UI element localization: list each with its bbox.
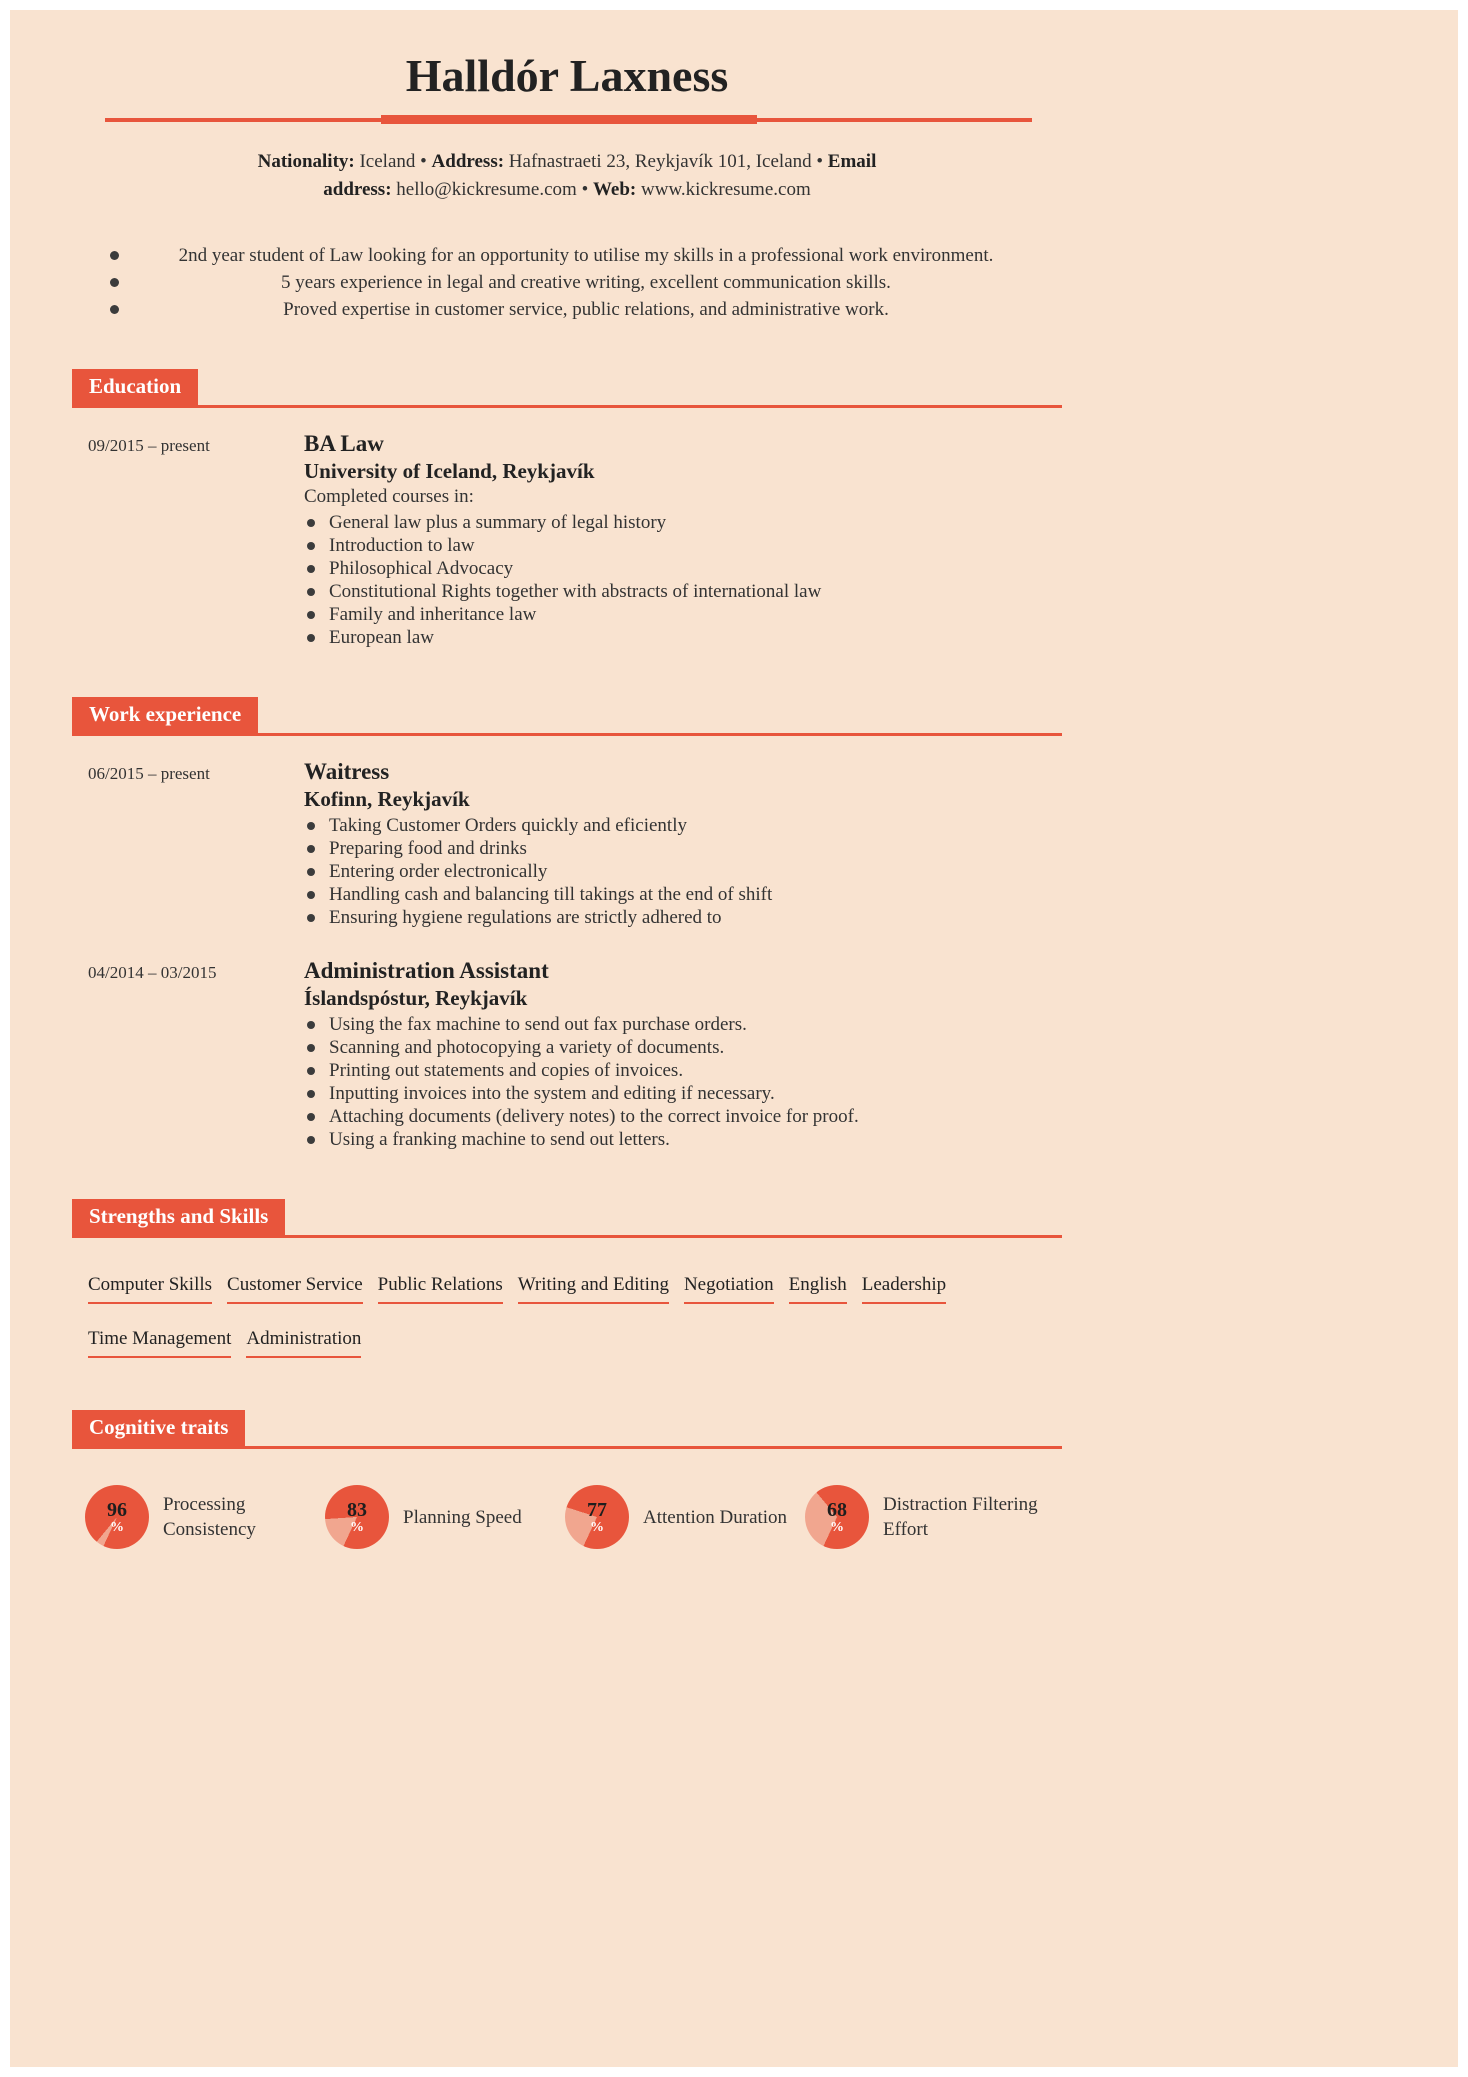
skill-tag: Customer Service <box>227 1274 363 1304</box>
trait-percent-sign: % <box>590 1519 604 1535</box>
trait-item <box>565 1485 805 1549</box>
contact-label: Nationality: <box>257 151 355 172</box>
entry-bullet-list <box>304 511 1062 649</box>
traits-heading: Cognitive traits <box>72 1410 245 1446</box>
education-entries <box>72 430 1062 649</box>
entry-date: 09/2015 – present <box>88 436 210 455</box>
entry-bullet: Taking Customer Orders quickly and eficiently <box>304 814 1062 837</box>
entry-bullet: Attaching documents (delivery notes) to the correct invoice for proof. <box>304 1105 1062 1128</box>
contact-label: Email address: <box>323 151 877 200</box>
summary-item: 2nd year student of Law looking for an opportunity to utilise my skills in a professional work environment. <box>110 244 1062 267</box>
entry-body <box>304 430 1062 649</box>
work-section <box>72 697 1062 1151</box>
entry-bullet: Handling cash and balancing till takings at the end of shift <box>304 883 1062 906</box>
entry-bullet: Family and inheritance law <box>304 603 1062 626</box>
entry-bullet: Introduction to law <box>304 534 1062 557</box>
trait-pie-chart <box>565 1485 629 1549</box>
skill-tag: English <box>789 1274 847 1304</box>
education-heading: Education <box>72 369 198 405</box>
entry-body <box>304 957 1062 1151</box>
trait-percent-value: 96 <box>107 1498 127 1521</box>
skill-tag: Negotiation <box>684 1274 774 1304</box>
page-title: Halldór Laxness <box>405 50 729 101</box>
trait-percent-value: 77 <box>587 1498 607 1521</box>
entry-bullet: Philosophical Advocacy <box>304 557 1062 580</box>
trait-percent-value: 83 <box>347 1498 367 1521</box>
entry-subtitle: Íslandspóstur, Reykjavík <box>304 986 528 1010</box>
entry-title: Waitress <box>304 759 390 784</box>
trait-percent-sign: % <box>830 1519 844 1535</box>
skill-tag: Computer Skills <box>88 1274 212 1304</box>
entry-date: 06/2015 – present <box>88 764 210 783</box>
trait-percent-value: 68 <box>827 1498 847 1521</box>
entry-title: Administration Assistant <box>304 958 549 983</box>
entry-bullet: Preparing food and drinks <box>304 837 1062 860</box>
entry-bullet: Using a franking machine to send out letters. <box>304 1128 1062 1151</box>
entry-bullet: Inputting invoices into the system and editing if necessary. <box>304 1082 1062 1105</box>
trait-label: Processing Consistency <box>163 1494 256 1540</box>
work-heading: Work experience <box>72 697 258 733</box>
trait-item <box>85 1485 325 1549</box>
entry-bullet: Scanning and photocopying a variety of documents. <box>304 1036 1062 1059</box>
entry-bullet: Ensuring hygiene regulations are strictly adhered to <box>304 906 1062 929</box>
work-section-header <box>72 697 1062 736</box>
skills-section-header <box>72 1199 1062 1238</box>
skills-heading: Strengths and Skills <box>72 1199 285 1235</box>
trait-percent-sign: % <box>110 1519 124 1535</box>
trait-pie-chart <box>325 1485 389 1549</box>
entry-subtitle: Kofinn, Reykjavík <box>304 787 470 811</box>
trait-item <box>325 1485 565 1549</box>
skill-tag: Administration <box>246 1328 361 1358</box>
trait-pie-chart <box>805 1485 869 1549</box>
trait-pie-chart <box>85 1485 149 1549</box>
trait-label: Distraction Filtering Effort <box>883 1494 1038 1540</box>
traits-list <box>72 1449 1062 1549</box>
entry-body <box>304 758 1062 929</box>
entry-subtitle: University of Iceland, Reykjavík <box>304 459 595 483</box>
resume-entry <box>72 430 1062 649</box>
contact-label: Web: <box>592 179 637 200</box>
summary-item: 5 years experience in legal and creative writing, excellent communication skills. <box>110 271 1062 294</box>
entry-date: 04/2014 – 03/2015 <box>88 963 217 982</box>
skill-tag: Writing and Editing <box>518 1274 669 1304</box>
skill-tag: Public Relations <box>378 1274 503 1304</box>
entry-bullet: General law plus a summary of legal history <box>304 511 1062 534</box>
education-section-header <box>72 369 1062 408</box>
entry-bullet: Entering order electronically <box>304 860 1062 883</box>
entry-intro: Completed courses in: <box>304 486 474 507</box>
contact-info: Nationality: Iceland • Address: Hafnastraeti 23, Reykjavík 101, Iceland • Email address: hello@kickresume.com • Web: www.kickresume.com <box>257 151 877 200</box>
entry-bullet-list <box>304 814 1062 929</box>
skills-list <box>72 1238 1062 1362</box>
resume-entry <box>72 957 1062 1151</box>
entry-title: BA Law <box>304 431 384 456</box>
work-entries <box>72 758 1062 1151</box>
entry-bullet-list <box>304 1013 1062 1151</box>
education-section <box>72 369 1062 649</box>
trait-item <box>805 1485 1045 1549</box>
resume-page <box>10 10 1458 2067</box>
title-underline <box>105 118 1032 122</box>
entry-bullet: European law <box>304 626 1062 649</box>
skill-tag: Leadership <box>862 1274 946 1304</box>
skills-section <box>72 1199 1062 1362</box>
resume-entry <box>72 758 1062 929</box>
entry-bullet: Printing out statements and copies of invoices. <box>304 1059 1062 1082</box>
skill-tag: Time Management <box>88 1328 231 1358</box>
traits-section-header <box>72 1410 1062 1449</box>
entry-bullet: Using the fax machine to send out fax purchase orders. <box>304 1013 1062 1036</box>
summary-item: Proved expertise in customer service, public relations, and administrative work. <box>110 298 1062 321</box>
traits-section <box>72 1410 1062 1549</box>
summary-list <box>110 244 1062 321</box>
trait-percent-sign: % <box>350 1519 364 1535</box>
trait-label: Planning Speed <box>403 1506 522 1528</box>
trait-label: Attention Duration <box>643 1506 788 1528</box>
entry-bullet: Constitutional Rights together with abstracts of international law <box>304 580 1062 603</box>
contact-label: Address: <box>431 151 505 172</box>
